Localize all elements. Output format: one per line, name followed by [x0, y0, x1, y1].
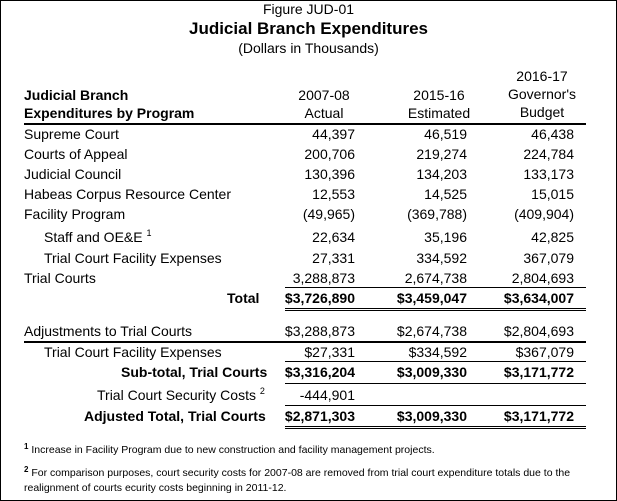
figure-subtitle: (Dollars in Thousands): [238, 40, 379, 56]
cell-2015-16: (369,788): [407, 206, 467, 222]
subtotal-row: [0, 362, 617, 382]
footnote-marker: 2: [24, 465, 29, 474]
cell-2015-16: 2,674,738: [404, 270, 467, 286]
cell-2007-08: $27,331: [304, 344, 355, 360]
footnote-2: [24, 466, 609, 496]
cell-2007-08: 200,706: [304, 146, 355, 162]
col-header-line: Estimated: [407, 105, 471, 121]
subtotal-rule: [285, 383, 586, 384]
cell-2015-16: $2,674,738: [396, 323, 467, 339]
col-header-line: Actual: [304, 105, 344, 121]
cell-2007-08: 3,288,873: [292, 270, 355, 286]
row-label: Trial Court Facility Expenses: [44, 344, 222, 360]
cell-2007-08: 12,553: [312, 186, 355, 202]
cell-2007-08: -444,901: [299, 387, 355, 403]
cell-2016-17: $3,634,007: [503, 290, 574, 306]
row-label-header-line1: Judicial Branch: [24, 87, 129, 103]
cell-2007-08: $3,288,873: [284, 323, 355, 339]
cell-2016-17: $3,171,772: [503, 364, 574, 380]
col-header-line: 2015-16: [413, 87, 465, 103]
cell-2016-17: 46,438: [531, 126, 574, 142]
cell-2015-16: $3,009,330: [396, 408, 467, 424]
row-label-header-line2: Expenditures by Program: [24, 105, 195, 121]
table-row: [0, 204, 617, 224]
col-header-2007-08: [274, 86, 374, 122]
col-header-2016-17: [492, 67, 592, 121]
col-header-2015-16: [389, 86, 489, 122]
col-header-line: 2007-08: [298, 87, 350, 103]
cell-2007-08: $3,726,890: [284, 290, 355, 306]
cell-2007-08: $2,871,303: [284, 408, 355, 424]
cell-2015-16: 134,203: [416, 166, 467, 182]
row-label: Sub-total, Trial Courts: [121, 364, 268, 380]
footnote-text: For comparison purposes, court security costs for 2007-08 are removed from trial court expenditure totals due to the realignment of courts ecurity costs beginning in 2011-12.: [24, 467, 571, 494]
table-row: [0, 268, 617, 288]
row-label: Supreme Court: [24, 126, 119, 142]
cell-2015-16: $3,459,047: [396, 290, 467, 306]
table-row: [0, 227, 617, 247]
col-header-line: Governor's: [507, 86, 577, 102]
cell-2015-16: 334,592: [416, 250, 467, 266]
cell-2007-08: 22,634: [312, 229, 355, 245]
row-label: Trial Court Security Costs $^2$: [97, 386, 265, 403]
cell-2016-17: 15,015: [531, 186, 574, 202]
row-label: Habeas Corpus Resource Center: [24, 186, 231, 202]
table-row: [0, 248, 617, 268]
table-row: [0, 144, 617, 164]
row-label: Courts of Appeal: [24, 146, 128, 162]
row-label: Trial Court Facility Expenses: [44, 250, 222, 266]
row-label: Judicial Council: [24, 166, 122, 182]
row-label: Total: [227, 290, 260, 306]
cell-2007-08: 130,396: [304, 166, 355, 182]
cell-2015-16: 219,274: [416, 146, 467, 162]
cell-2016-17: 367,079: [523, 250, 574, 266]
cell-2015-16: 35,196: [424, 229, 467, 245]
footnote-text: Increase in Facility Program due to new construction and facility management projects.: [31, 444, 435, 456]
footnote-1: [24, 443, 609, 458]
total-row: [0, 288, 617, 308]
cell-2016-17: 224,784: [523, 146, 574, 162]
footnote-ref: 1: [146, 228, 152, 238]
figure-title: Judicial Branch Expenditures: [188, 19, 428, 38]
cell-2015-16: $3,009,330: [396, 364, 467, 380]
cell-2016-17: $3,171,772: [503, 408, 574, 424]
cell-2016-17: $2,804,693: [503, 323, 574, 339]
table-row: [0, 164, 617, 184]
cell-2015-16: 14,525: [424, 186, 467, 202]
adjusted-total-row: [0, 406, 617, 426]
cell-2007-08: (49,965): [302, 206, 355, 222]
adjusted-total-double-rule: [285, 426, 586, 429]
cell-2015-16: 46,519: [424, 126, 467, 142]
cell-2015-16: $334,592: [408, 344, 467, 360]
table-row: [0, 342, 617, 362]
cell-2007-08: 44,397: [312, 126, 355, 142]
row-label: Staff and OE&E $^1$: [44, 228, 152, 245]
total-double-rule: [285, 308, 586, 311]
cell-2007-08: 27,331: [312, 250, 355, 266]
row-label: Adjustments to Trial Courts: [24, 323, 193, 339]
table-row: [0, 184, 617, 204]
row-label: Adjusted Total, Trial Courts: [84, 408, 266, 424]
table-row: [0, 124, 617, 144]
table-row: [0, 321, 617, 341]
row-label-header: [24, 86, 194, 122]
row-label: Trial Courts: [24, 270, 96, 286]
cell-2016-17: 42,825: [531, 229, 574, 245]
cell-2016-17: 133,173: [523, 166, 574, 182]
cell-2016-17: 2,804,693: [511, 270, 574, 286]
col-header-line: Budget: [519, 104, 565, 120]
col-header-line: 2016-17: [516, 68, 568, 84]
row-label: Facility Program: [24, 206, 126, 222]
table-row: [0, 385, 617, 405]
footnote-ref: 2: [259, 386, 265, 396]
cell-2016-17: (409,904): [514, 206, 574, 222]
footnote-marker: 1: [24, 442, 29, 451]
figure-label: Figure JUD-01: [262, 1, 355, 17]
cell-2016-17: $367,079: [515, 344, 574, 360]
cell-2007-08: $3,316,204: [284, 364, 355, 380]
